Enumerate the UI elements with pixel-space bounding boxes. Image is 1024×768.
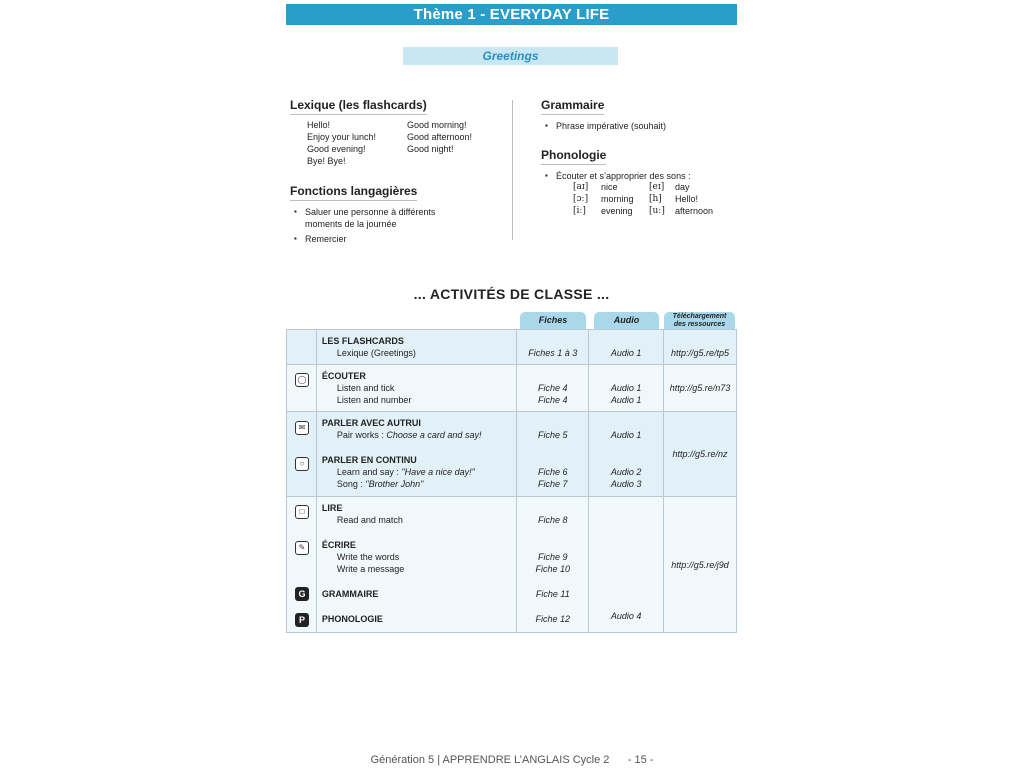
- resource-link[interactable]: http://g5.re/j9d: [671, 559, 729, 570]
- table-row: [287, 365, 737, 412]
- fiche-ref: Fiche 4: [538, 395, 568, 405]
- list-item: ▪ Phrase impérative (souhait): [545, 120, 725, 132]
- phonology-sounds: [573, 181, 735, 217]
- row-sub: Song : "Brother John": [336, 479, 424, 489]
- ear-icon: ◯: [295, 373, 309, 387]
- row-heading: PARLER AVEC AUTRUI: [321, 418, 421, 428]
- resource-link[interactable]: http://g5.re/n73: [669, 383, 731, 393]
- fiche-ref: Fiche 7: [538, 479, 568, 489]
- row-sub: Lexique (Greetings): [336, 348, 416, 358]
- tab-fiches: Fiches: [520, 312, 586, 329]
- row-heading: PARLER EN CONTINU: [321, 455, 417, 465]
- lexique-col-2: [407, 119, 472, 155]
- fiche-ref: Fiche 6: [538, 467, 568, 477]
- theme-title-bar: [286, 4, 737, 25]
- fiche-ref: Fiche 8: [538, 515, 568, 525]
- audio-ref: Audio 3: [610, 479, 642, 489]
- theme-title: EVERYDAY LIFE: [489, 6, 610, 23]
- list-item: ▪ Saluer une personne à différents moments de la journée: [294, 206, 464, 230]
- activities-title: ... ACTIVITÉS DE CLASSE ...: [413, 286, 610, 302]
- list-item: ▪ Remercier: [294, 233, 464, 245]
- grammaire-list: [545, 120, 725, 135]
- audio-ref: Audio 1: [610, 430, 642, 440]
- lexique-title: Lexique (les flashcards): [290, 98, 427, 115]
- row-heading: LIRE: [321, 503, 343, 513]
- audio-ref: Audio 1: [610, 395, 642, 405]
- fiche-ref: Fiche 12: [535, 614, 571, 624]
- table-row: [287, 330, 737, 365]
- theme-prefix: Thème 1 -: [413, 6, 490, 23]
- lexique-word: Hello!: [307, 120, 331, 130]
- row-sub: Pair works : Choose a card and say!: [336, 430, 482, 440]
- audio-ref: Audio 1: [610, 348, 642, 358]
- subtitle-bar: Greetings: [403, 47, 618, 65]
- tab-tele-line2: des ressources: [673, 321, 726, 328]
- phoneme: [eɪ]: [649, 182, 665, 192]
- page-footer: [0, 754, 1024, 766]
- column-divider: [512, 100, 513, 240]
- tab-audio: Audio: [594, 312, 659, 329]
- speech-bubble-icon: ○: [295, 457, 309, 471]
- fonctions-title: Fonctions langagières: [290, 184, 417, 201]
- lexique-word: Bye! Bye!: [307, 156, 346, 166]
- phoneme: [ɔː]: [573, 194, 589, 204]
- row-sub: Learn and say : "Have a nice day!": [336, 467, 475, 477]
- writing-icon: ✎: [295, 541, 309, 555]
- grammaire-title: Grammaire: [541, 98, 604, 115]
- table-row: [287, 497, 737, 633]
- reading-icon: □: [295, 505, 309, 519]
- phoneme-word: morning: [601, 194, 634, 204]
- audio-ref: Audio 4: [610, 611, 642, 621]
- fiche-ref: Fiches 1 à 3: [528, 348, 578, 358]
- phonology-icon: P: [295, 613, 309, 627]
- audio-ref: Audio 2: [610, 467, 642, 477]
- footer-text: Génération 5 | APPRENDRE L’ANGLAIS Cycle 2: [370, 754, 610, 766]
- resource-link[interactable]: http://g5.re/tp5: [670, 348, 730, 358]
- fiche-ref: Fiche 11: [535, 589, 570, 599]
- row-heading: ÉCRIRE: [321, 540, 356, 550]
- row-sub: Listen and tick: [336, 383, 395, 393]
- fiche-ref: Fiche 4: [538, 383, 568, 393]
- row-sub: Write the words: [336, 552, 400, 562]
- phonologie-title: Phonologie: [541, 148, 606, 165]
- fonctions-list: [294, 206, 464, 248]
- fiche-ref: Fiche 10: [535, 564, 571, 574]
- lexique-word: Good evening!: [307, 144, 366, 154]
- row-sub: Read and match: [336, 515, 403, 525]
- fiche-ref: Fiche 5: [538, 430, 568, 440]
- resource-link[interactable]: http://g5.re/nz: [672, 449, 728, 459]
- row-heading: GRAMMAIRE: [321, 589, 379, 599]
- tab-telechargement: [664, 312, 735, 329]
- row-heading: LES FLASHCARDS: [321, 336, 404, 346]
- activities-table: [286, 329, 737, 633]
- phoneme: [uː]: [649, 206, 665, 216]
- row-heading: PHONOLOGIE: [321, 614, 383, 624]
- row-sub: Listen and number: [336, 395, 412, 405]
- phoneme-word: afternoon: [675, 206, 714, 216]
- row-heading: ÉCOUTER: [321, 371, 366, 381]
- row-sub: Write a message: [336, 564, 405, 574]
- phoneme-word: evening: [601, 206, 633, 216]
- grammar-icon: G: [295, 587, 309, 601]
- lexique-word: Good night!: [407, 144, 454, 154]
- page-number: - 15 -: [627, 754, 654, 766]
- conversation-icon: ✉: [295, 421, 309, 435]
- phoneme: [aɪ]: [573, 182, 589, 192]
- phoneme-word: day: [675, 182, 690, 192]
- lexique-word: Good morning!: [407, 120, 467, 130]
- lexique-col-1: [307, 119, 376, 167]
- phoneme: [h]: [649, 194, 662, 204]
- tab-tele-line1: Téléchargement: [672, 313, 727, 320]
- lexique-word: Good afternoon!: [407, 132, 473, 142]
- phoneme-word: nice: [601, 182, 618, 192]
- phoneme-word: Hello!: [675, 194, 699, 204]
- audio-ref: Audio 1: [610, 383, 642, 393]
- lexique-word: Enjoy your lunch!: [307, 132, 377, 142]
- list-item: ▪ Écouter et s’approprier des sons :: [545, 170, 735, 182]
- phoneme: [iː]: [573, 206, 586, 216]
- fiche-ref: Fiche 9: [538, 552, 568, 562]
- table-row: [287, 412, 737, 497]
